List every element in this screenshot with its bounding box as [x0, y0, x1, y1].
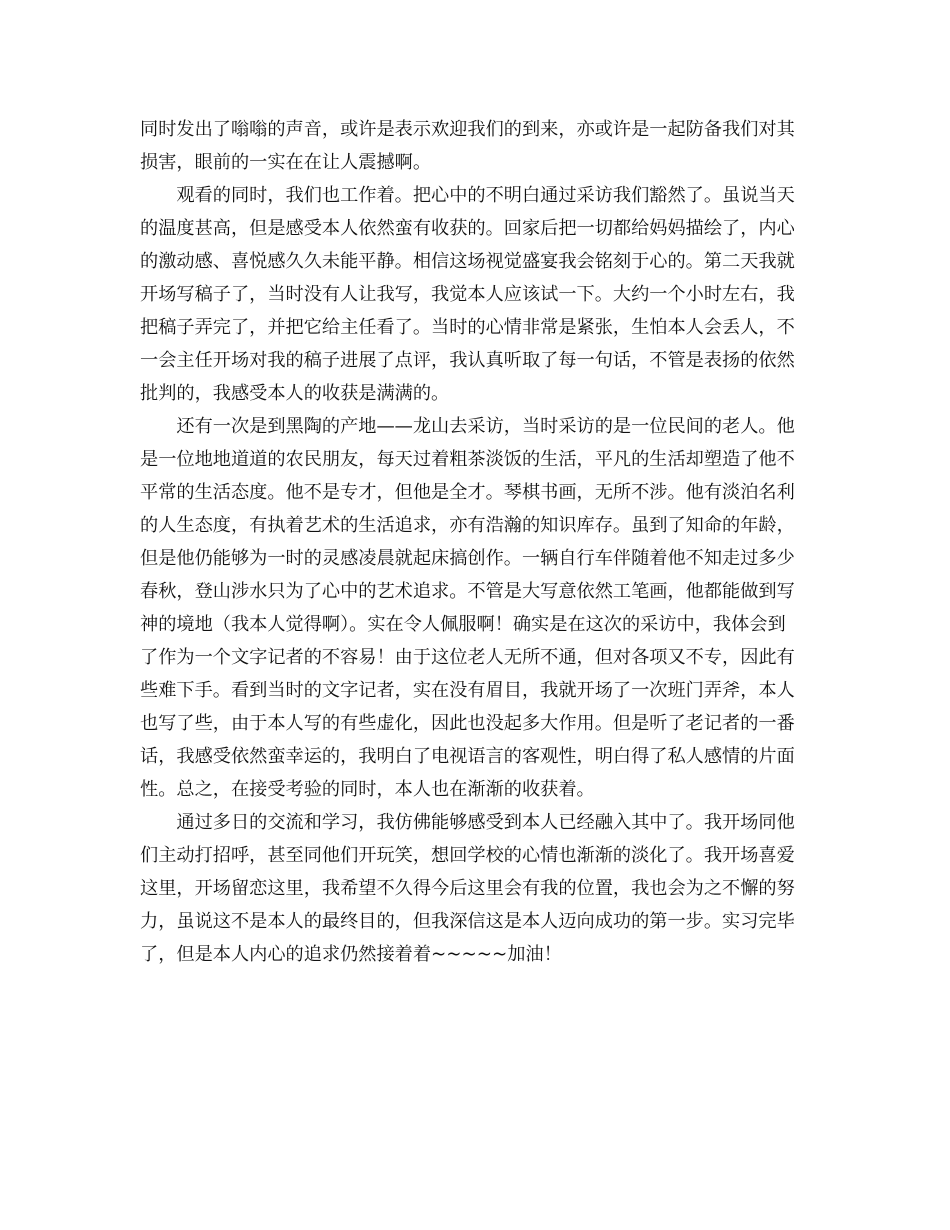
- text-line: 一会主任开场对我的稿子进展了点评，我认真听取了每一句话，不管是表扬的依然: [140, 350, 795, 371]
- paragraph: [140, 179, 812, 410]
- text-line: 但是他仍能够为一时的灵感凌晨就起床搞创作。一辆自行车伴随着他不知走过多少: [140, 548, 795, 569]
- text-line: 观看的同时，我们也工作着。把心中的不明白通过采访我们豁然了。虽说当天: [176, 185, 795, 206]
- text-line: 还有一次是到黑陶的产地——龙山去采访，当时采访的是一位民间的老人。他: [176, 416, 795, 437]
- text-line: 性。总之，在接受考验的同时，本人也在渐渐的收获着。: [140, 779, 595, 800]
- text-line: 的温度甚高，但是感受本人依然蛮有收获的。回家后把一切都给妈妈描绘了，内心: [140, 218, 795, 239]
- paragraph: [140, 806, 812, 971]
- text-line: 通过多日的交流和学习，我仿佛能够感受到本人已经融入其中了。我开场同他: [176, 812, 795, 833]
- text-line: 同时发出了嗡嗡的声音，或许是表示欢迎我们的到来，亦或许是一起防备我们对其: [140, 119, 795, 140]
- paragraph: [140, 410, 812, 806]
- text-line: 了作为一个文字记者的不容易！由于这位老人无所不通，但对各项又不专，因此有: [140, 647, 795, 668]
- text-line: 的激动感、喜悦感久久未能平静。相信这场视觉盛宴我会铭刻于心的。第二天我就: [140, 251, 795, 272]
- text-line: 批判的，我感受本人的收获是满满的。: [140, 383, 450, 404]
- text-line: 这里，开场留恋这里，我希望不久得今后这里会有我的位置，我也会为之不懈的努: [140, 878, 795, 899]
- text-line: 的人生态度，有执着艺术的生活追求，亦有浩瀚的知识库存。虽到了知命的年龄，: [140, 515, 795, 536]
- text-line: 平常的生活态度。他不是专才，但他是全才。琴棋书画，无所不涉。他有淡泊名利: [140, 482, 795, 503]
- text-line: 话，我感受依然蛮幸运的，我明白了电视语言的客观性，明白得了私人感情的片面: [140, 746, 795, 767]
- text-line: 些难下手。看到当时的文字记者，实在没有眉目，我就开场了一次班门弄斧，本人: [140, 680, 795, 701]
- document-body: [140, 113, 812, 971]
- paragraph: [140, 113, 812, 179]
- text-line: 力，虽说这不是本人的最终目的，但我深信这是本人迈向成功的第一步。实习完毕: [140, 911, 795, 932]
- text-line: 们主动打招呼，甚至同他们开玩笑，想回学校的心情也渐渐的淡化了。我开场喜爱: [140, 845, 795, 866]
- text-line: 春秋，登山涉水只为了心中的艺术追求。不管是大写意依然工笔画，他都能做到写: [140, 581, 795, 602]
- text-line: 神的境地（我本人觉得啊）。实在令人佩服啊！确实是在这次的采访中，我体会到: [140, 614, 786, 635]
- text-line: 也写了些，由于本人写的有些虚化，因此也没起多大作用。但是听了老记者的一番: [140, 713, 795, 734]
- text-line: 把稿子弄完了，并把它给主任看了。当时的心情非常是紧张，生怕本人会丢人，不: [140, 317, 795, 338]
- text-line: 开场写稿子了，当时没有人让我写，我觉本人应该试一下。大约一个小时左右，我: [140, 284, 795, 305]
- text-line: 损害，眼前的一实在在让人震撼啊。: [140, 152, 432, 173]
- text-line: 了，但是本人内心的追求仍然接着着~~~~~加油！: [140, 944, 562, 965]
- text-line: 是一位地地道道的农民朋友，每天过着粗茶淡饭的生活，平凡的生活却塑造了他不: [140, 449, 795, 470]
